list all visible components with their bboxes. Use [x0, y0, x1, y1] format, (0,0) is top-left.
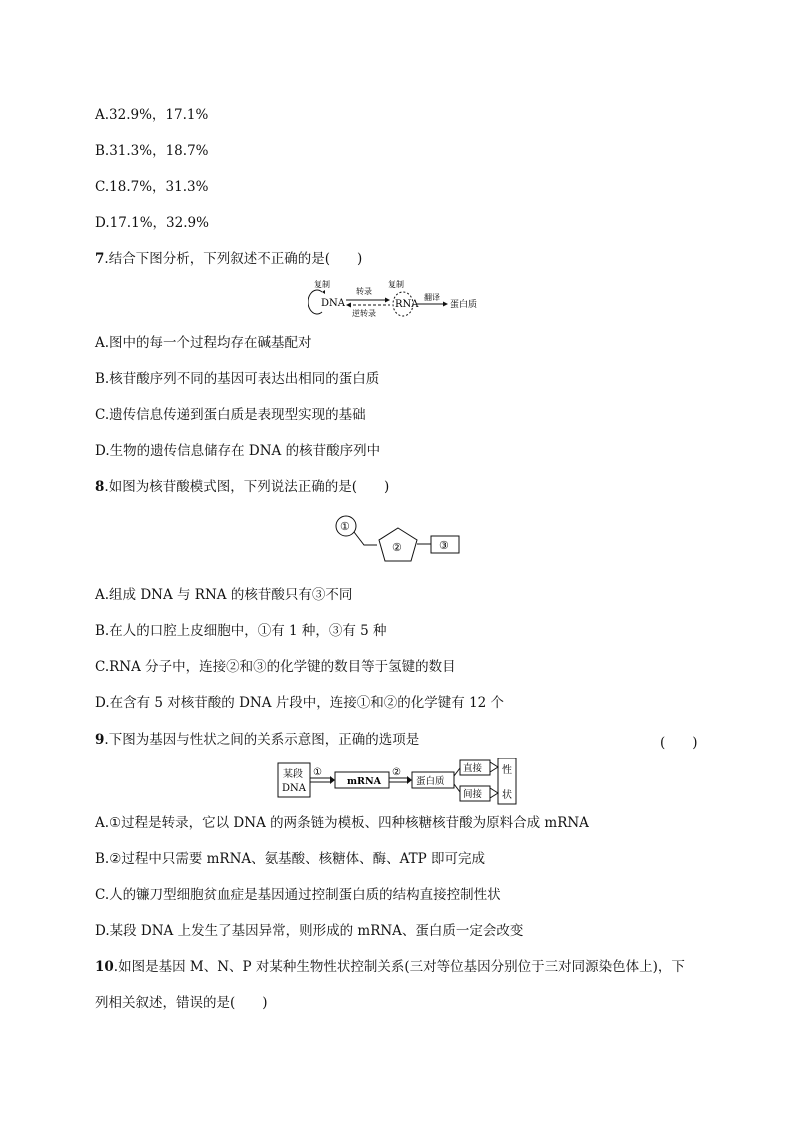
translation-arrowhead: [443, 302, 448, 307]
label-1: ①: [340, 520, 350, 533]
phosphate-link: [354, 532, 377, 545]
transcription-arrowhead: [385, 298, 390, 303]
q7-stem-text: .结合下图分析，下列叙述不正确的是( ): [104, 251, 363, 267]
direct-arrowhead: [490, 762, 498, 772]
q10-stem-text-1: .如图是基因 M、N、P 对某种生物性状控制关系(三对等位基因分别位于三对同源染色体上)，下: [113, 959, 685, 975]
protein-label: 蛋白质: [416, 776, 445, 787]
q8-stem-text: .如图为核苷酸模式图，下列说法正确的是( ): [104, 479, 390, 495]
q9-option-b: B.②过程中只需要 mRNA、氨基酸、核糖体、酶、ATP 即可完成: [95, 851, 486, 867]
q7-number: 7: [95, 251, 105, 267]
dna-box-line2: DNA: [282, 783, 306, 794]
dna-label: DNA: [321, 298, 345, 309]
q8-number: 8: [95, 479, 105, 495]
q7-stem: [95, 250, 362, 268]
rna-replication-label: 复制: [388, 280, 404, 289]
direct-label: 直接: [463, 763, 483, 774]
q9-option-d: D.某段 DNA 上发生了基因异常，则形成的 mRNA、蛋白质一定会改变: [95, 923, 524, 939]
q7-option-d: D.生物的遗传信息储存在 DNA 的核苷酸序列中: [95, 443, 381, 459]
q6-option-b: B.31.3%，18.7%: [95, 143, 209, 159]
q8-option-a: A.组成 DNA 与 RNA 的核苷酸只有③不同: [95, 587, 353, 603]
step2-label: ②: [392, 767, 401, 778]
direct-arrow-path: [454, 768, 460, 776]
q6-option-d: D.17.1%，32.9%: [95, 215, 209, 231]
step1-label: ①: [313, 767, 322, 778]
trait-label-1: 性: [502, 765, 512, 776]
q9-option-a: A.①过程是转录，它以 DNA 的两条链为模板、四种核糖核苷酸为原料合成 mRNA: [95, 815, 589, 831]
q8-option-d: D.在含有 5 对核苷酸的 DNA 片段中，连接①和②的化学键有 12 个: [95, 695, 505, 711]
q7-option-a: A.图中的每一个过程均存在碱基配对: [95, 335, 312, 351]
translation-label: 翻译: [424, 293, 440, 302]
q7-option-b: B.核苷酸序列不同的基因可表达出相同的蛋白质: [95, 371, 380, 387]
indirect-arrow-path: [454, 784, 460, 792]
q8-option-b: B.在人的口腔上皮细胞中，①有 1 种，③有 5 种: [95, 623, 387, 639]
mrna-label: mRNA: [347, 776, 382, 787]
nucleotide-diagram: [330, 512, 465, 568]
label-2: ②: [392, 541, 402, 554]
label-3: ③: [439, 539, 449, 552]
q8-stem: [95, 478, 389, 496]
indirect-label: 间接: [463, 789, 483, 800]
q9-option-c: C.人的镰刀型细胞贫血症是基因通过控制蛋白质的结构直接控制性状: [95, 887, 501, 903]
q9-stem-text: .下图为基因与性状之间的关系示意图，正确的选项是: [104, 732, 420, 748]
q9-answer-paren: ( ): [660, 735, 698, 751]
q8-option-c: C.RNA 分子中，连接②和③的化学键的数目等于氢键的数目: [95, 659, 456, 675]
protein-label: 蛋白质: [450, 300, 478, 310]
transcription-label: 转录: [356, 287, 372, 296]
dna-replication-arrowhead: [322, 290, 325, 294]
q10-stem-line1: [95, 958, 685, 976]
q6-option-c: C.18.7%，31.3%: [95, 179, 209, 195]
rna-label: RNA: [395, 299, 419, 310]
q10-number: 10: [95, 959, 114, 975]
q7-option-c: C.遗传信息传递到蛋白质是表现型实现的基础: [95, 407, 366, 423]
gene-trait-diagram: [277, 758, 522, 806]
indirect-arrowhead: [490, 788, 498, 798]
step1-arrowhead: [330, 776, 335, 784]
q10-stem-line2: 列相关叙述，错误的是( ): [95, 995, 268, 1011]
reverse-transcription-arrowhead: [346, 303, 351, 308]
step2-arrowhead: [407, 776, 412, 784]
q9-stem: [95, 731, 419, 749]
trait-label-2: 状: [502, 790, 512, 801]
q9-number: 9: [95, 732, 105, 748]
reverse-transcription-label: 逆转录: [352, 309, 376, 318]
dna-replication-label: 复制: [314, 280, 330, 289]
dna-replication-arrow: [308, 290, 322, 314]
q6-option-a: A.32.9%，17.1%: [95, 107, 209, 123]
dna-box-line1: 某段: [283, 769, 303, 780]
central-dogma-diagram: [308, 278, 498, 322]
